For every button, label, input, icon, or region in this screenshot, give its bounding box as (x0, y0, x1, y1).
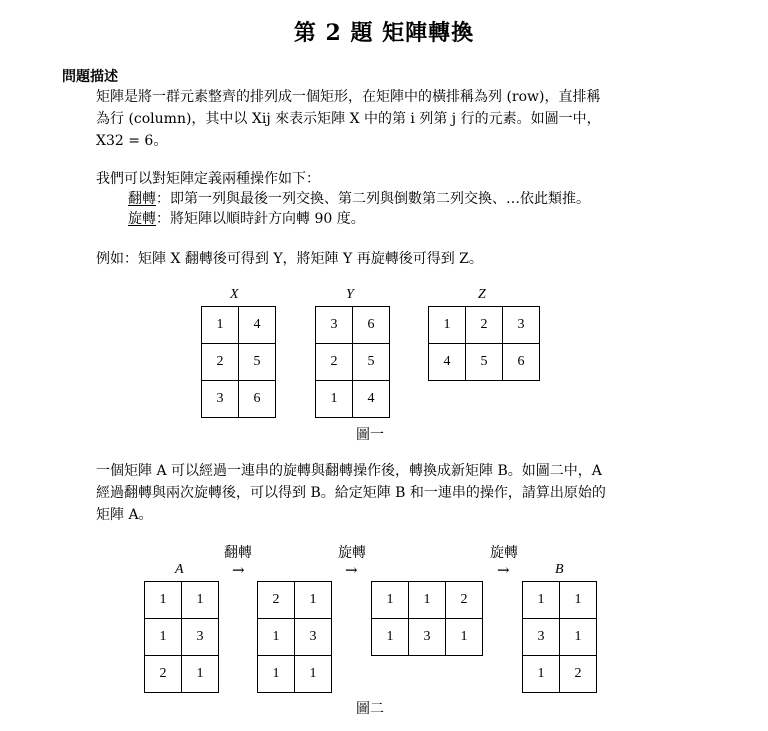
matrix-row (145, 619, 219, 656)
figure-1-caption: 圖一 (356, 427, 384, 443)
matrix-row (202, 381, 276, 418)
desc-line-3: X32 = 6。 (96, 133, 168, 149)
arrow-icon: → (497, 561, 510, 579)
matrix-cell: 4 (429, 344, 466, 381)
rotate-term: 旋轉 (128, 211, 156, 227)
matrix-cell: 3 (182, 619, 219, 656)
matrix-cell: 4 (239, 307, 276, 344)
matrix-x (201, 306, 276, 418)
matrix-row (258, 619, 332, 656)
matrix-row (316, 381, 390, 418)
matrix-b (522, 581, 597, 693)
matrix-row (202, 307, 276, 344)
matrix-row (145, 656, 219, 693)
para2-line-2: 經過翻轉與兩次旋轉後，可以得到 B。給定矩陣 B 和一連串的操作，請算出原始的 (96, 485, 606, 501)
figure-2-caption: 圖二 (356, 701, 384, 717)
rotate-definition (128, 208, 365, 230)
matrix-a (144, 581, 219, 693)
para2-line-3: 矩陣 A。 (96, 507, 153, 523)
matrix-cell: 6 (239, 381, 276, 418)
matrix-x-label: X (230, 287, 239, 302)
matrix-row (258, 656, 332, 693)
matrix-cell: 1 (560, 619, 597, 656)
para2-line-1: 一個矩陣 A 可以經過一連串的旋轉與翻轉操作後，轉換成新矩陣 B。如圖二中，A (96, 463, 602, 479)
page-title: 第 2 題 矩陣轉換 (293, 20, 475, 46)
matrix-cell: 1 (372, 619, 409, 656)
matrix-cell: 3 (409, 619, 446, 656)
flip-term: 翻轉 (128, 191, 156, 207)
matrix-cell: 2 (202, 344, 239, 381)
matrix-cell: 3 (316, 307, 353, 344)
matrix-cell: 6 (503, 344, 540, 381)
matrix-cell: 2 (560, 656, 597, 693)
matrix-cell: 1 (182, 656, 219, 693)
matrix-cell: 6 (353, 307, 390, 344)
matrix-cell: 1 (145, 619, 182, 656)
matrix-cell: 1 (523, 582, 560, 619)
matrix-row (523, 656, 597, 693)
matrix-cell: 1 (258, 656, 295, 693)
matrix-cell: 2 (258, 582, 295, 619)
matrix-row (145, 582, 219, 619)
matrix-cell: 2 (145, 656, 182, 693)
operation-rotate-label-1: 旋轉 (338, 545, 366, 561)
matrix-cell: 1 (409, 582, 446, 619)
matrix-cell: 1 (446, 619, 483, 656)
matrix-after-rotate (371, 581, 483, 656)
matrix-row (523, 582, 597, 619)
matrix-cell: 2 (466, 307, 503, 344)
matrix-cell: 1 (182, 582, 219, 619)
rotate-desc: ：將矩陣以順時針方向轉 90 度。 (156, 211, 365, 227)
matrix-cell: 2 (446, 582, 483, 619)
matrix-cell: 5 (353, 344, 390, 381)
operation-rotate-label-2: 旋轉 (490, 545, 518, 561)
matrix-cell: 1 (523, 656, 560, 693)
matrix-cell: 1 (145, 582, 182, 619)
section-heading: 問題描述 (62, 69, 118, 85)
matrix-z (428, 306, 540, 381)
matrix-cell: 5 (466, 344, 503, 381)
matrix-row (372, 619, 483, 656)
matrix-y-label: Y (346, 287, 354, 302)
matrix-cell: 1 (316, 381, 353, 418)
matrix-cell: 1 (202, 307, 239, 344)
arrow-icon: → (345, 561, 358, 579)
matrix-cell: 1 (372, 582, 409, 619)
matrix-row (372, 582, 483, 619)
matrix-a-label: A (175, 562, 184, 577)
arrow-icon: → (232, 561, 245, 579)
matrix-cell: 4 (353, 381, 390, 418)
matrix-cell: 1 (429, 307, 466, 344)
matrix-row (523, 619, 597, 656)
example-text: 例如：矩陣 X 翻轉後可得到 Y，將矩陣 Y 再旋轉後可得到 Z。 (96, 251, 483, 267)
matrix-y (315, 306, 390, 418)
operation-flip-label: 翻轉 (224, 545, 252, 561)
matrix-cell: 1 (560, 582, 597, 619)
matrix-cell: 3 (523, 619, 560, 656)
matrix-row (429, 344, 540, 381)
desc-line-2: 為行 (column)，其中以 Xij 來表示矩陣 X 中的第 i 列第 j 行的元素。如圖一中， (96, 111, 601, 127)
matrix-z-label: Z (478, 287, 486, 302)
ops-intro: 我們可以對矩陣定義兩種操作如下： (96, 171, 320, 187)
matrix-cell: 1 (295, 582, 332, 619)
matrix-cell: 2 (316, 344, 353, 381)
matrix-cell: 1 (295, 656, 332, 693)
matrix-row (202, 344, 276, 381)
matrix-cell: 3 (202, 381, 239, 418)
matrix-row (258, 582, 332, 619)
desc-line-1: 矩陣是將一群元素整齊的排列成一個矩形，在矩陣中的橫排稱為列 (row)，直排稱 (96, 89, 601, 105)
matrix-row (316, 307, 390, 344)
flip-desc: ：即第一列與最後一列交換、第二列與倒數第二列交換、…依此類推。 (156, 191, 590, 207)
matrix-cell: 1 (258, 619, 295, 656)
matrix-row (429, 307, 540, 344)
matrix-cell: 5 (239, 344, 276, 381)
matrix-cell: 3 (295, 619, 332, 656)
matrix-cell: 3 (503, 307, 540, 344)
matrix-row (316, 344, 390, 381)
matrix-after-flip (257, 581, 332, 693)
matrix-b-label: B (555, 562, 564, 577)
flip-definition (128, 188, 590, 210)
